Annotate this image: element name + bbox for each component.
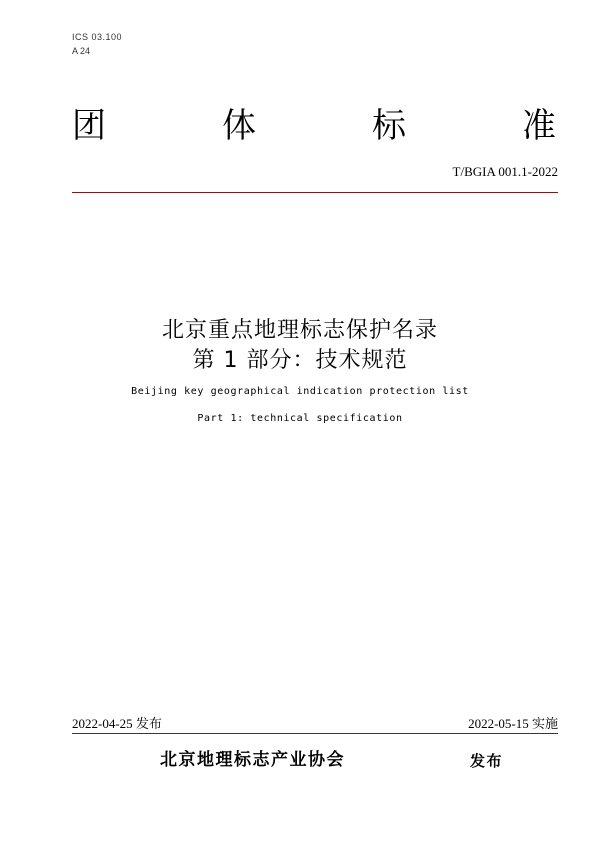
title-chinese-line-2: 第 1 部分：技术规范: [192, 348, 408, 373]
ccs-code: A 24: [72, 46, 91, 56]
publisher-action: 发布: [470, 752, 504, 770]
standard-type-char-3: 标: [372, 106, 406, 146]
top-divider: [72, 192, 558, 193]
bottom-divider: [72, 733, 558, 734]
standard-type-char-2: 体: [222, 106, 256, 146]
ics-code: ICS 03.100: [72, 32, 123, 42]
title-english-line-1: Beijing key geographical indication protection list: [131, 386, 469, 397]
implementation-date: 2022-05-15 实施: [468, 716, 558, 731]
issue-date: 2022-04-25 发布: [72, 716, 162, 731]
standard-number: T/BGIA 001.1-2022: [452, 164, 558, 179]
publisher-name: 北京地理标志产业协会: [160, 750, 345, 770]
title-english-line-2: Part 1: technical specification: [197, 413, 403, 424]
standard-type-char-1: 团: [72, 106, 106, 146]
standard-type-heading: [72, 104, 556, 148]
title-chinese-line-1: 北京重点地理标志保护名录: [161, 318, 438, 343]
standard-type-char-4: 准: [522, 106, 556, 146]
